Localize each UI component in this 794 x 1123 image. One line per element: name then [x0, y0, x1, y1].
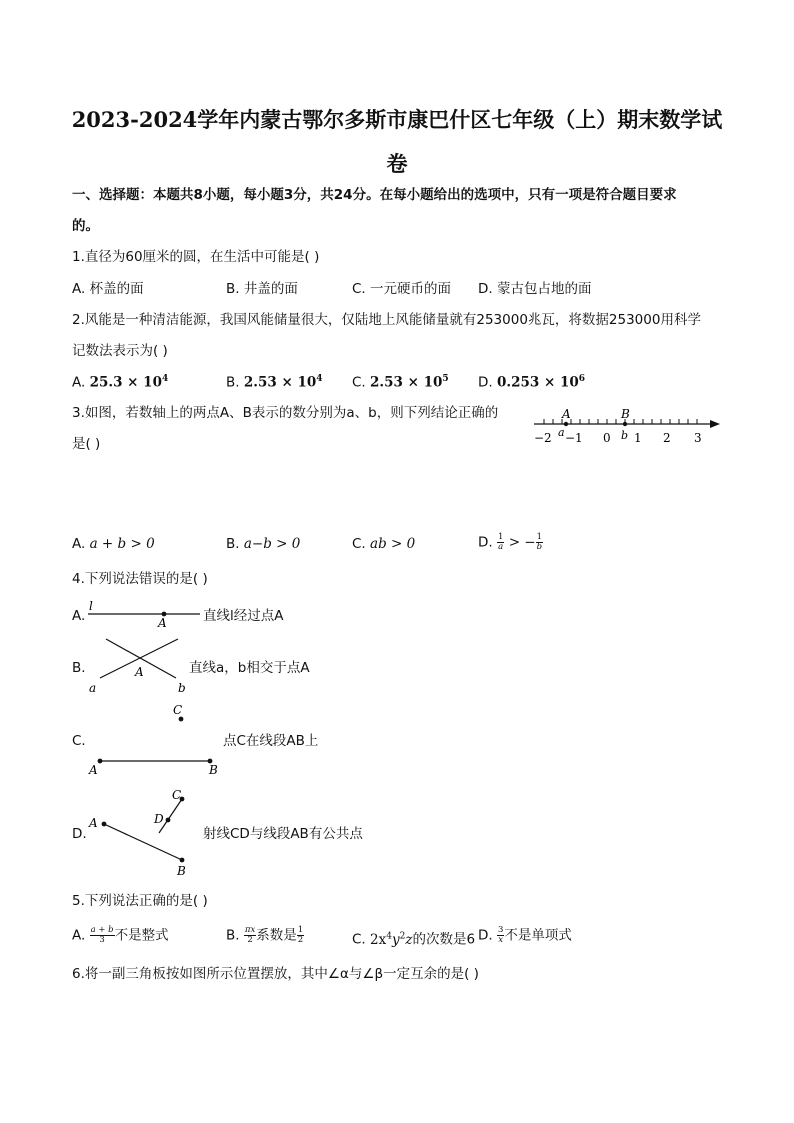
q3-option-c-label: C. [352, 536, 366, 552]
q3-option-a-expr: a + b > 0 [89, 536, 155, 552]
point-b-label: B [621, 407, 630, 421]
q5-option-d [478, 926, 572, 945]
q6-stem: 6.将一副三角板按如图所示位置摆放，其中∠α与∠β一定互余的是( ) [72, 966, 479, 982]
q2-option-b-value: 2.53 × 10 [243, 374, 317, 391]
q2-option-c [352, 375, 449, 390]
q4-option-d-label: D. [72, 826, 87, 842]
q2-option-c-label: C. [352, 374, 366, 391]
q3-option-a [72, 538, 155, 552]
line-l-label: l [89, 599, 93, 613]
point-b-value: b [621, 429, 629, 442]
point-a-value: a [558, 426, 565, 439]
q2-option-c-value: 2.53 × 10 [370, 374, 443, 391]
point-a-dot [102, 822, 107, 827]
point-b-label: B [177, 864, 186, 878]
point-a-dot [98, 759, 103, 764]
q3-option-d-label: D. [478, 534, 493, 551]
q1-option-c: C. 一元硬币的面 [352, 281, 452, 297]
q2-option-b-exponent: 4 [316, 374, 323, 384]
page-title: 2023-2024学年内蒙古鄂尔多斯市康巴什区七年级（上）期末数学试 [71, 107, 723, 132]
q5-option-c-expr: $2x^4y^2z$ [370, 931, 413, 948]
q1-option-d: D. 蒙古包占地的面 [478, 281, 592, 297]
tick-label-2: 2 [663, 431, 671, 445]
q1-option-b: B. 井盖的面 [226, 281, 298, 297]
point-c-label: C [172, 788, 182, 802]
q3-option-b [226, 538, 300, 552]
q4-option-a-text: 直线l经过点A [203, 608, 284, 624]
q5-option-d-label: D. [478, 927, 493, 944]
q4-b-figure [84, 638, 194, 696]
q2-option-a-exponent: 4 [161, 374, 169, 384]
q5-option-b-text: 系数是 [256, 927, 297, 944]
q3-stem-continued: 是( ) [72, 436, 101, 452]
line-a-label: a [89, 681, 97, 695]
q4-option-c-text: 点C在线段AB上 [223, 733, 319, 749]
section-heading: 一、选择题：本题共8小题，每小题3分，共24分。在每小题给出的选项中，只有一项是符合题目要求 [72, 187, 677, 203]
q5-option-b-label: B. [226, 927, 240, 944]
point-d-dot [166, 818, 171, 823]
point-b-dot [623, 422, 627, 426]
q4-option-d-text: 射线CD与线段AB有公共点 [203, 826, 363, 842]
segment-ab [104, 824, 182, 860]
section-heading-continued: 的。 [72, 218, 99, 234]
q3-option-d-fraction-right: $\frac{1}{b}$ [536, 532, 543, 552]
q2-stem: 2.风能是一种清洁能源，我国风能储量很大，仅陆地上风能储量就有253000兆瓦，将数据253000用科学 [72, 312, 701, 328]
q3-option-b-expr: a−b > 0 [243, 536, 301, 552]
point-b-label: B [209, 763, 218, 777]
q5-option-a-fraction: $\frac{a + b}{3}$ [90, 925, 114, 945]
q4-a-figure [84, 600, 204, 630]
q3-option-c-expr: ab > 0 [370, 536, 416, 552]
q5-option-b-coefficient: $\frac{1}{2}$ [297, 925, 304, 945]
q2-option-b [226, 375, 323, 390]
tick-label-1: 1 [634, 431, 642, 445]
q3-option-d-relation: > − [504, 534, 536, 551]
q2-option-b-label: B. [226, 374, 240, 391]
point-a-label: A [158, 616, 167, 630]
q3-option-b-label: B. [226, 536, 240, 552]
q4-option-b-text: 直线a，b相交于点A [189, 660, 310, 676]
q4-d-figure [84, 785, 204, 879]
q4-option-b-label: B. [72, 660, 86, 676]
q1-option-a: A. 杯盖的面 [72, 281, 144, 297]
q5-option-b [226, 926, 304, 945]
point-c-dot [179, 717, 184, 722]
q5-option-c-label: C. [352, 931, 366, 948]
page-title-continued: 卷 [386, 151, 408, 176]
q5-option-c-text: 的次数是6 [412, 931, 476, 948]
q2-option-d-value: 0.253 × 10 [496, 374, 579, 391]
point-c-label: C [173, 703, 183, 717]
q4-stem: 4.下列说法错误的是( ) [72, 571, 208, 587]
q2-option-d-label: D. [478, 374, 493, 391]
q2-option-a-label: A. [72, 374, 86, 391]
tick-label-3: 3 [694, 431, 702, 445]
q5-option-a-label: A. [72, 927, 86, 944]
point-a-label: A [89, 816, 98, 830]
q5-option-b-fraction: $\frac{\pi x}{2}$ [244, 925, 256, 945]
q2-option-d [478, 375, 585, 390]
q4-option-c-label: C. [72, 733, 86, 749]
q4-c-figure [84, 700, 224, 778]
point-d-label: D [154, 812, 164, 826]
q2-option-a [72, 375, 168, 390]
q5-option-d-fraction: $\frac{3}{x}$ [497, 925, 504, 945]
q3-option-d-fraction-left: $\frac{1}{a}$ [497, 532, 504, 552]
q3-option-c [352, 538, 415, 552]
q2-option-d-exponent: 6 [578, 374, 586, 384]
line-b-label: b [178, 681, 186, 695]
q3-stem: 3.如图，若数轴上的两点A、B表示的数分别为a、b，则下列结论正确的 [72, 405, 499, 421]
point-b-dot [180, 858, 185, 863]
q2-option-c-exponent: 5 [442, 374, 449, 384]
q4-option-a-label: A. [72, 608, 86, 624]
point-a-label: A [89, 763, 98, 777]
q5-option-a [72, 926, 169, 945]
q5-stem: 5.下列说法正确的是( ) [72, 893, 208, 909]
q2-stem-continued: 记数法表示为( ) [72, 343, 168, 359]
tick-label-neg2: −2 [534, 431, 552, 445]
intersection-a-label: A [135, 665, 144, 679]
q5-option-d-text: 不是单项式 [504, 927, 572, 944]
point-a-label: A [562, 407, 571, 421]
q1-stem: 1.直径为60厘米的圆，在生活中可能是( ) [72, 249, 320, 265]
tick-label-neg1: −1 [565, 431, 583, 445]
number-line-arrow [710, 420, 720, 428]
q2-option-a-value: 25.3 × 10 [89, 374, 162, 391]
q5-option-a-text: 不是整式 [114, 927, 169, 944]
q3-number-line-figure [530, 404, 726, 450]
q3-option-d [478, 533, 543, 552]
tick-label-0: 0 [603, 431, 611, 445]
q5-option-c [352, 932, 475, 947]
q3-option-a-label: A. [72, 536, 86, 552]
